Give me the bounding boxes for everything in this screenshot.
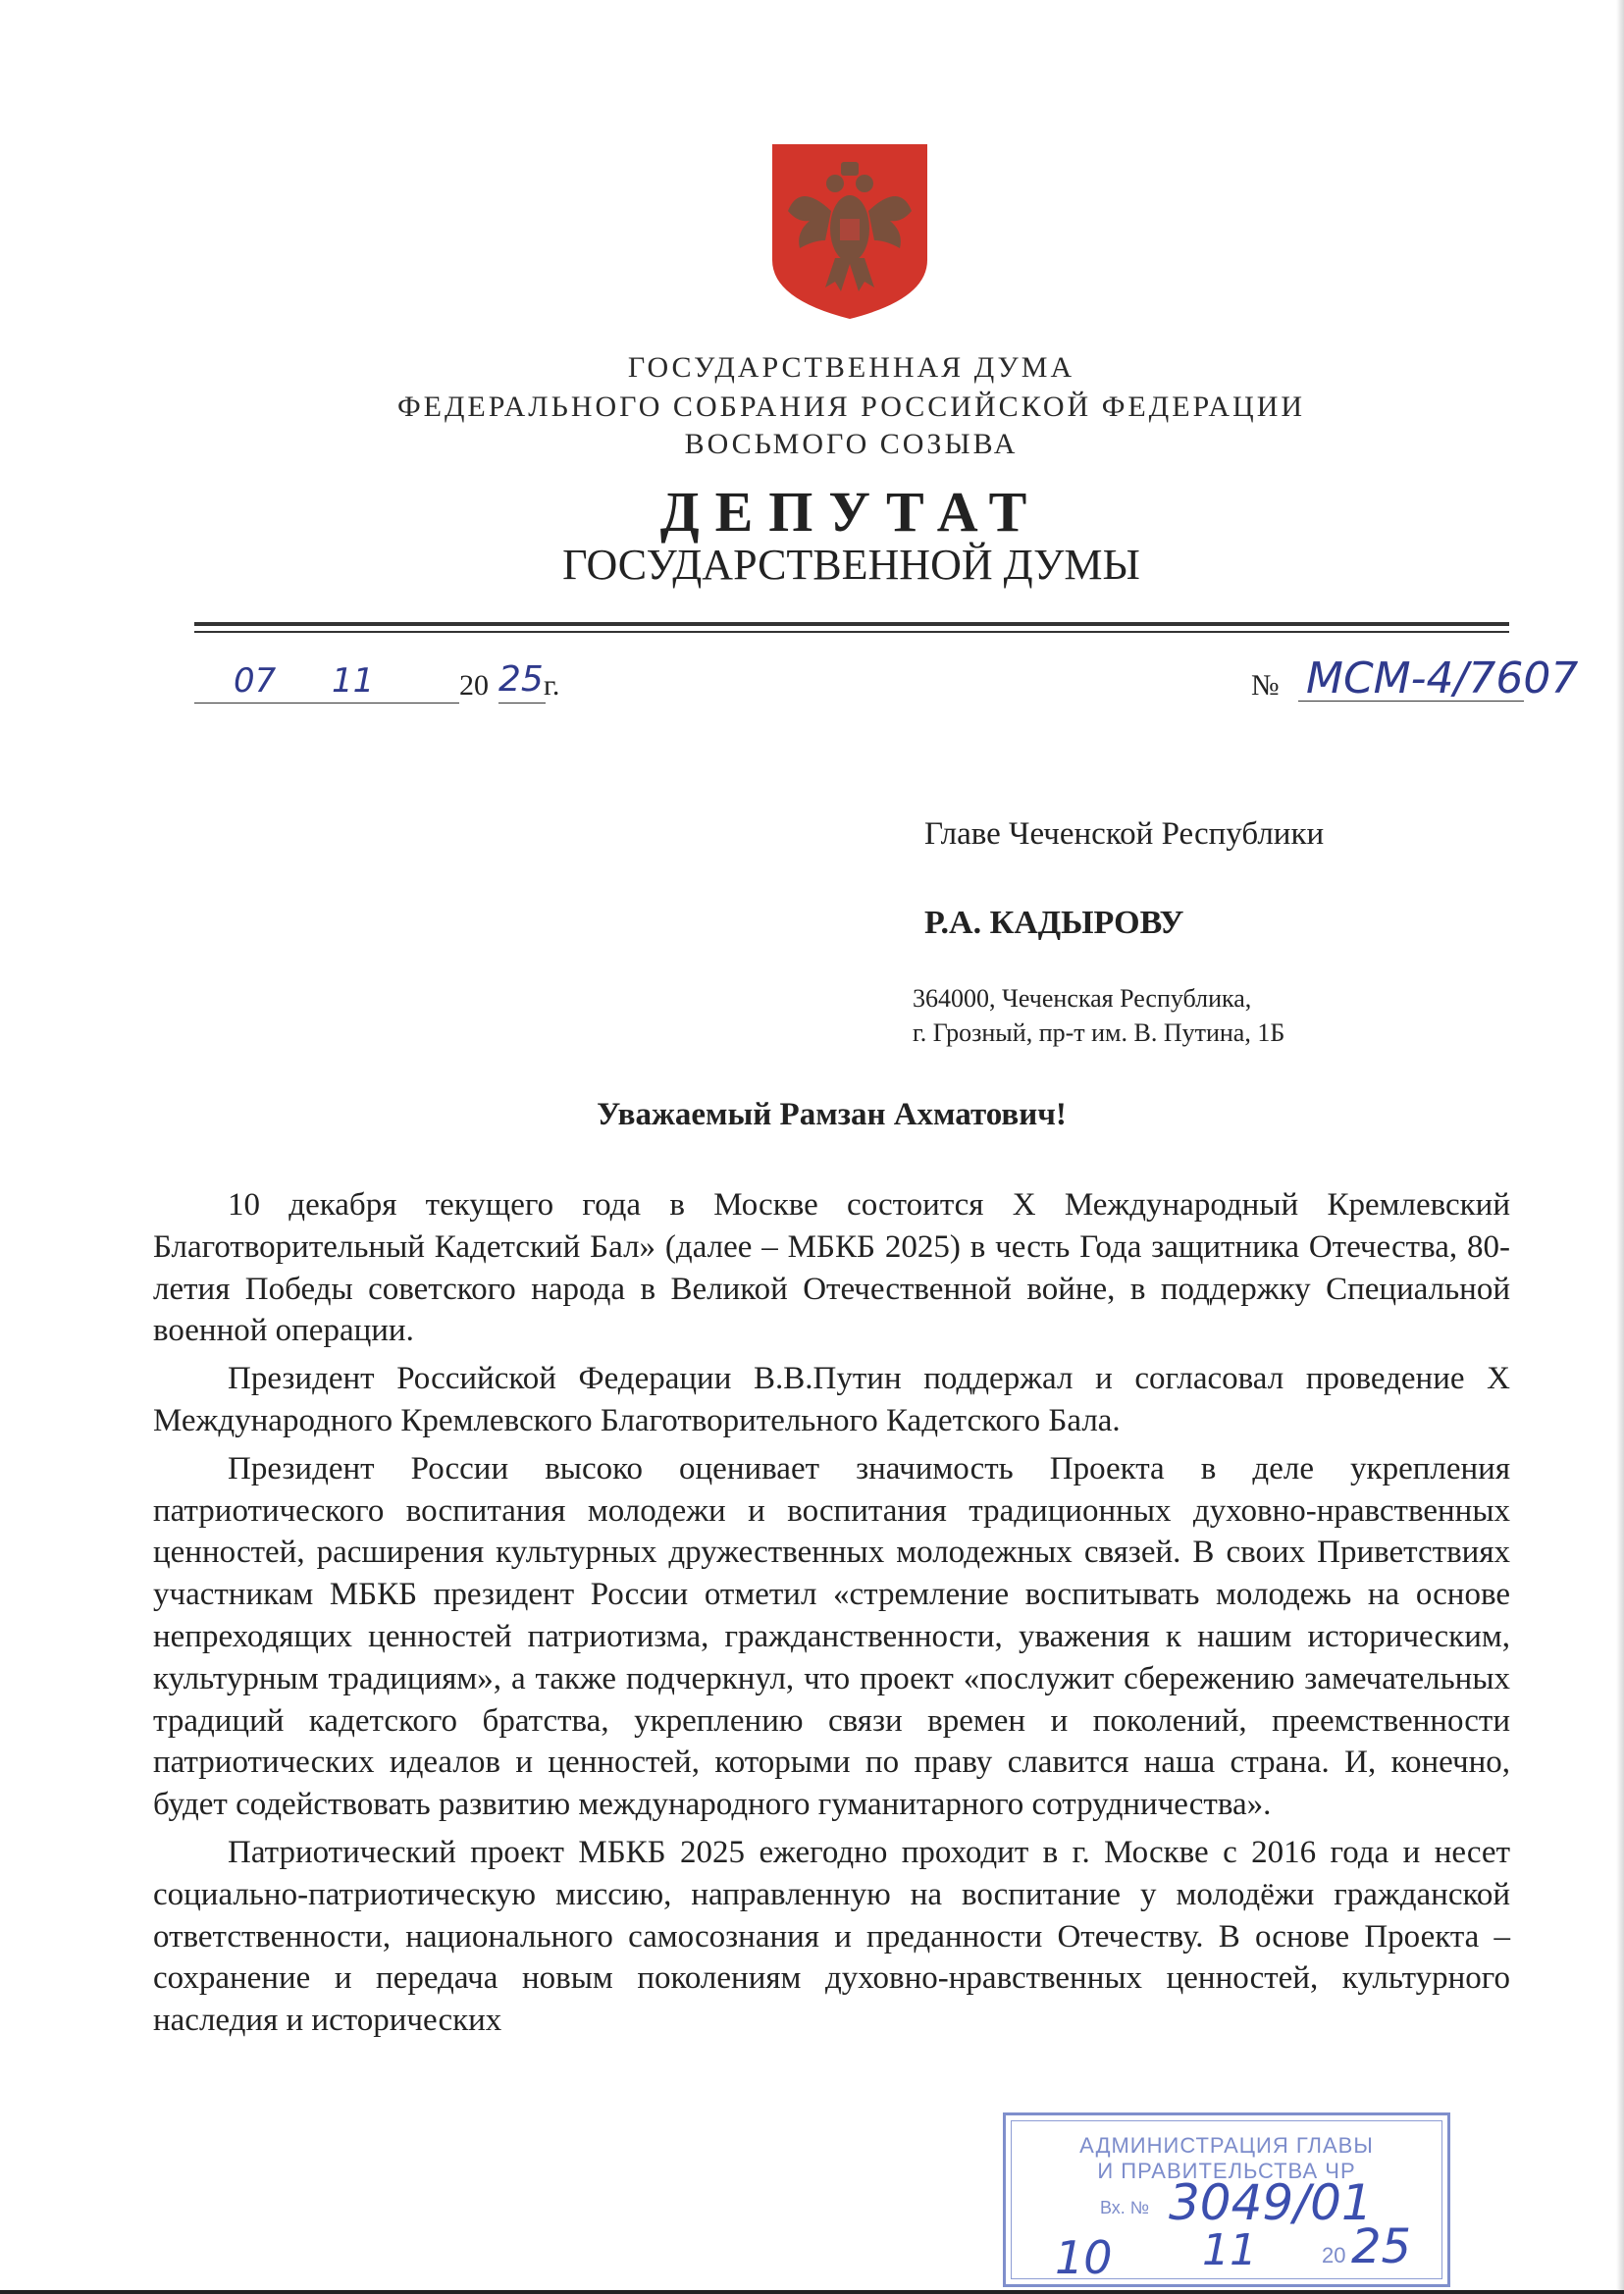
header-divider-thin [194,631,1509,633]
letter-body [153,1184,1510,2048]
stamp-in-label: Вх. № [1100,2198,1150,2217]
russian-coat-of-arms-icon [770,142,929,321]
stamp-year-handwritten: 25 [1351,2219,1412,2274]
letter-number [1251,655,1595,710]
incoming-registration-stamp [1003,2112,1450,2287]
date-underline [194,703,459,704]
org-name-line-1: ГОСУДАРСТВЕННАЯ ДУМА [627,351,1075,384]
stamp-number-handwritten: 3049/01 [1169,2174,1373,2231]
addressee-name: Р.А. КАДЫРОВУ [924,905,1184,941]
date-day: 07 [234,661,277,701]
body-paragraph: Президент России высоко оценивает значимость Проекта в деле укрепления патриотического воспитания молодежи и воспитания традиционных духовно-нравственных ценностей, расширения культурных дружественных молодежных связей. В своих Приветствиях участникам МБКБ президент России отметил «стремление воспитывать молодежь на основе непреходящих ценностей патриотизма, гражданственности, уважения к нашим историческим, культурным традициям», а также подчеркнул, что проект «послужит сбережению замечательных традиций кадетского братства, укреплению связи времен и поколений, преемственности патриотических идеалов и ценностей, которыми по праву славится наша страна. И, конечно, будет содействовать развитию международного гуманитарного сотрудничества». [153,1450,1510,1823]
date-year-prefix: 20 [459,669,489,702]
header-divider-thick [194,622,1509,626]
letterhead-title: ДЕПУТАТ [659,480,1043,544]
body-paragraph: 10 декабря текущего года в Москве состоится X Международный Кремлевский Благотворительный Кадетский Бал» (далее – МБКБ 2025) в честь Года защитника Отечества, 80-летия Победы советского народа в Великой Отечественной войне, в поддержку Специальной военной операции. [153,1187,1510,1349]
org-name-line-3: ВОСЬМОГО СОЗЫВА [684,428,1019,460]
date-year-underline [498,703,546,704]
date-month: 11 [332,661,375,701]
address-line-2: г. Грозный, пр-т им. В. Путина, 1Б [913,1018,1285,1047]
date-suffix: г. [544,669,560,702]
address-line-1: 364000, Чеченская Республика, [913,984,1252,1013]
page-edge [1616,0,1624,2294]
letter-date [194,659,567,708]
stamp-month-handwritten: 11 [1202,2225,1257,2275]
salutation: Уважаемый Рамзан Ахматович! [597,1097,1067,1132]
stamp-org-line-2: И ПРАВИТЕЛЬСТВА ЧР [1097,2159,1356,2183]
addressee-position: Главе Чеченской Республики [924,816,1325,852]
stamp-year-prefix: 20 [1322,2243,1346,2268]
stamp-org-line-1: АДМИНИСТРАЦИЯ ГЛАВЫ [1079,2133,1374,2158]
org-name-line-2: ФЕДЕРАЛЬНОГО СОБРАНИЯ РОССИЙСКОЙ ФЕДЕРАЦИИ [396,391,1306,423]
body-paragraph: Патриотический проект МБКБ 2025 ежегодно проходит в г. Москве с 2016 года и несет социально-патриотическую миссию, направленную на воспитание у молодёжи гражданской ответственности, национального самосознания и преданности Отечеству. В основе Проекта – сохранение и передача новым поколениям духовно-нравственных ценностей, культурного наследия и исторических [153,1834,1510,2039]
number-handwritten: МСМ-4/7607 [1306,653,1579,704]
letterhead-subtitle: ГОСУДАРСТВЕННОЙ ДУМЫ [562,541,1140,589]
number-label: № [1251,669,1280,702]
stamp-day-handwritten: 10 [1055,2231,1113,2284]
date-year-handwritten: 25 [498,659,544,700]
page-bottom-edge [0,2290,1624,2294]
body-paragraph: Президент Российской Федерации В.В.Путин поддержал и согласовал проведение X Международного Кремлевского Благотворительного Кадетского Бала. [153,1361,1510,1438]
